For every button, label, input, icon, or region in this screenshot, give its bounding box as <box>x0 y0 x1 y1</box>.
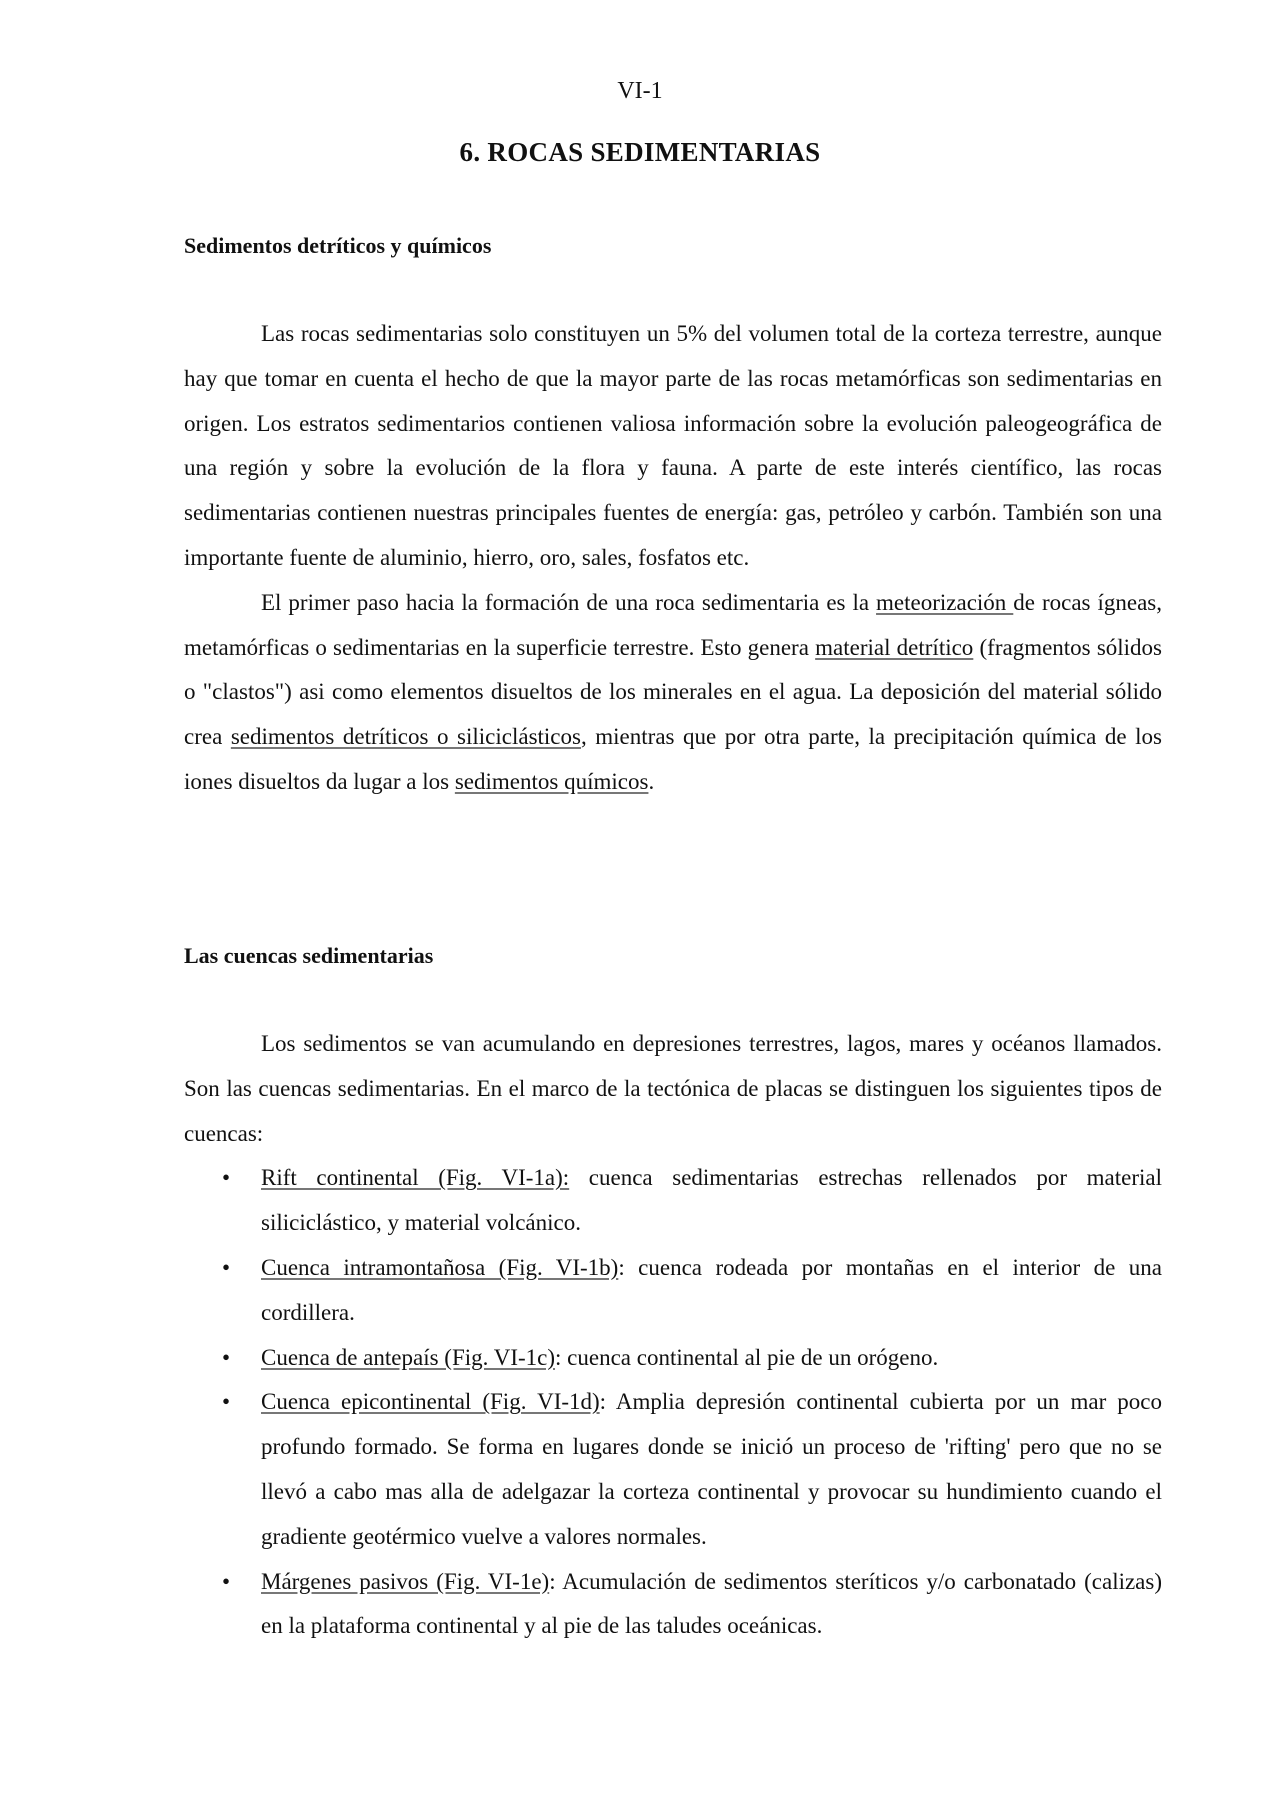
section-heading-cuencas: Las cuencas sedimentarias <box>184 943 434 968</box>
list-item-text: : cuenca continental al pie de un orógeno. <box>555 1344 939 1370</box>
paragraph <box>184 581 1162 805</box>
bullet-icon: • <box>222 1568 231 1594</box>
list-item-text: : cuenca rodeada por montañas en el interior de una cordillera. <box>261 1254 1162 1325</box>
page-title: 6. ROCAS SEDIMENTARIAS <box>459 137 821 167</box>
bullet-icon: • <box>222 1344 231 1370</box>
paragraph: Las rocas sedimentarias solo constituyen un 5% del volumen total de la corteza terrestre, aunque hay que tomar en cuenta el hecho de que la mayor parte de las rocas metamórficas son sedimentarias en origen. Los estratos sedimentarios contienen valiosa información sobre la evolución paleogeográfica de una región y sobre la evolución de la flora y fauna. A parte de este interés científico, las rocas sedimentarias contienen nuestras principales fuentes de energía: gas, petróleo y carbón. También son una importante fuente de aluminio, hierro, oro, sales, fosfatos etc. <box>184 321 1162 570</box>
bullet-icon: • <box>222 1389 231 1415</box>
paragraph: Los sedimentos se van acumulando en depresiones terrestres, lagos, mares y océanos llamados. Son las cuencas sedimentarias. En el marco de la tectónica de placas se distinguen los siguientes tipos de cuencas: <box>184 1031 1162 1146</box>
link-cuenca-antepais[interactable]: Cuenca de antepaís (Fig. VI-1c) <box>261 1344 556 1370</box>
section-heading-sedimentos: Sedimentos detríticos y químicos <box>184 233 492 258</box>
list-item-text: : Amplia depresión continental cubierta por un mar poco profundo formado. Se forma en lugares donde se inició un proceso de 'rifting' pero que no se llevó a cabo mas alla de adelgazar la corteza continental y provocar su hundimiento cuando el gradiente geotérmico vuelve a valores normales. <box>261 1389 1162 1549</box>
section-body-cuencas <box>184 1022 1162 1649</box>
paragraph-text: de rocas ígneas, metamórficas o sedimentarias en la superficie terrestre. Esto genera <box>184 589 1162 660</box>
paragraph-text: (fragmentos sólidos o "clastos") asi como elementos disueltos de los minerales en el agua. La deposición del material sólido crea <box>184 634 1163 750</box>
list-item <box>184 1246 1162 1336</box>
list-item <box>184 1156 1162 1246</box>
link-sedimentos-quimicos[interactable]: sedimentos químicos <box>454 768 649 794</box>
list-item-text: : Acumulación de sedimentos steríticos y/o carbonatado (calizas) en la plataforma continental y al pie de las taludes oceánicas. <box>261 1568 1163 1639</box>
link-material-detritico[interactable]: material detrítico <box>815 634 974 660</box>
list-item <box>184 1380 1162 1559</box>
paragraph-text: . <box>648 768 655 794</box>
bullet-icon: • <box>222 1254 231 1280</box>
bullet-icon: • <box>222 1165 231 1191</box>
link-meteorizacion[interactable]: meteorización <box>876 589 1014 615</box>
link-cuenca-epicontinental[interactable]: Cuenca epicontinental (Fig. VI-1d) <box>261 1389 600 1415</box>
link-margenes-pasivos[interactable]: Márgenes pasivos (Fig. VI-1e) <box>261 1568 550 1594</box>
basin-type-list <box>184 1156 1162 1649</box>
list-item <box>184 1560 1162 1650</box>
page-number: VI-1 <box>617 78 663 104</box>
link-rift-continental[interactable]: Rift continental (Fig. VI-1a): <box>261 1165 570 1191</box>
paragraph-text: , mientras que por otra parte, la precipitación química de los iones disueltos da lugar a los <box>184 724 1163 794</box>
link-cuenca-intramontanosa[interactable]: Cuenca intramontañosa (Fig. VI-1b) <box>261 1254 619 1280</box>
section-body-sedimentos <box>184 312 1162 805</box>
list-item <box>184 1336 1162 1381</box>
paragraph-text: El primer paso hacia la formación de una roca sedimentaria es la <box>261 589 877 615</box>
link-sedimentos-detriticos[interactable]: sedimentos detríticos o siliciclásticos <box>230 724 581 750</box>
list-item-text: cuenca sedimentarias estrechas rellenados por material siliciclástico, y material volcánico. <box>261 1165 1162 1236</box>
